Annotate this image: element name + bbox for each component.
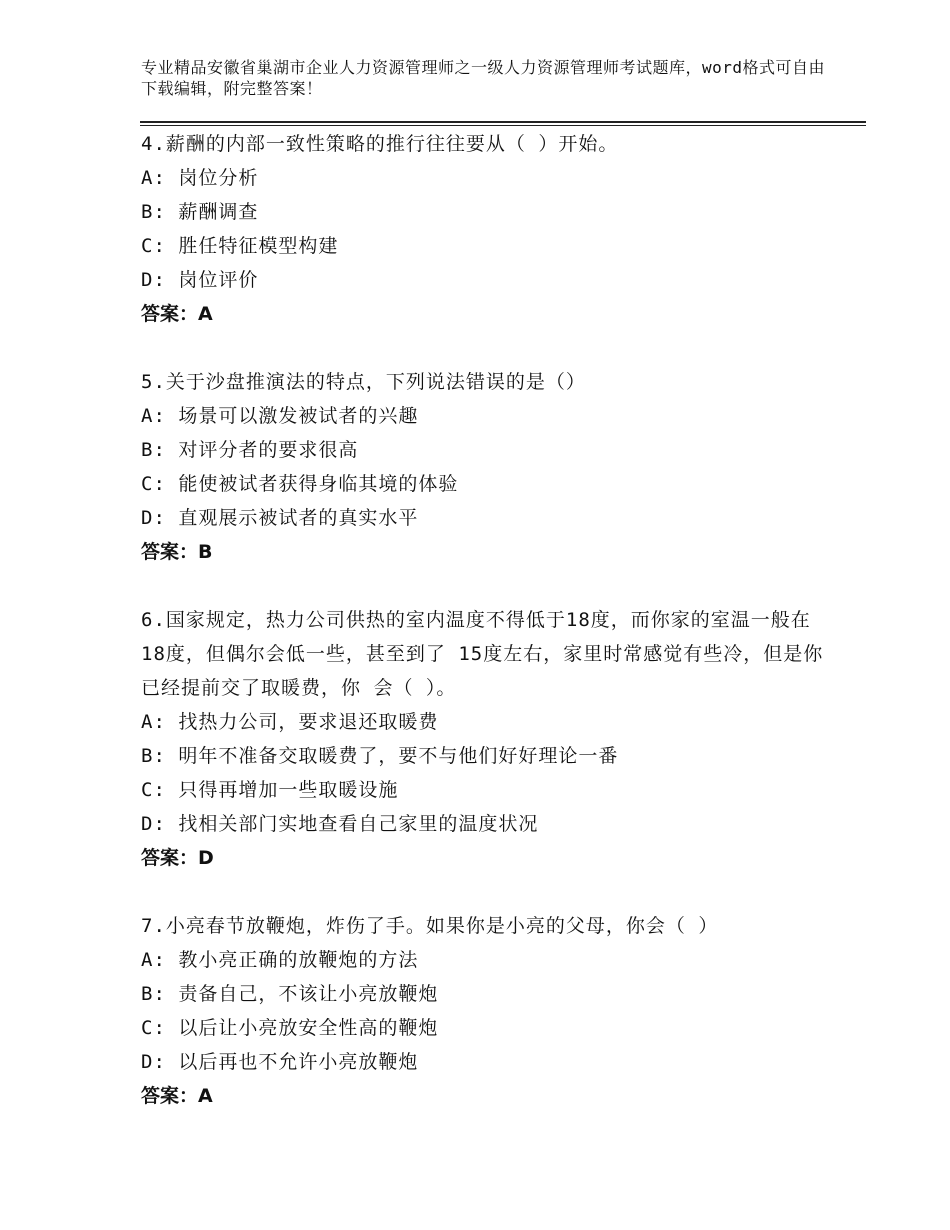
- option-d: D: 直观展示被试者的真实水平: [141, 507, 419, 529]
- question-text: 6.国家规定，热力公司供热的室内温度不得低于18度，而你家的室温一般在18度，但偶尔会低一些，甚至到了 15度左右，家里时常感觉有些冷，但是你已经提前交了取暖费，你 会（ ）。: [141, 609, 824, 699]
- option-d: D: 找相关部门实地查看自己家里的温度状况: [141, 813, 539, 835]
- header-divider-thin: [140, 125, 866, 126]
- question-text: 4.薪酬的内部一致性策略的推行往往要从（ ）开始。: [141, 133, 619, 155]
- question-5: [141, 365, 831, 569]
- question-4: [141, 127, 831, 331]
- option-d: D: 以后再也不允许小亮放鞭炮: [141, 1051, 419, 1073]
- option-a: A: 教小亮正确的放鞭炮的方法: [141, 949, 419, 971]
- question-list: [141, 127, 831, 1147]
- answer-label: 答案：B: [141, 541, 213, 563]
- option-a: A: 找热力公司，要求退还取暖费: [141, 711, 439, 733]
- option-c: C: 能使被试者获得身临其境的体验: [141, 473, 459, 495]
- option-b: B: 责备自己，不该让小亮放鞭炮: [141, 983, 439, 1005]
- answer-label: 答案：A: [141, 303, 213, 325]
- option-b: B: 明年不准备交取暖费了，要不与他们好好理论一番: [141, 745, 619, 767]
- option-b: B: 薪酬调查: [141, 201, 259, 223]
- option-b: B: 对评分者的要求很高: [141, 439, 359, 461]
- question-text: 5.关于沙盘推演法的特点，下列说法错误的是（）: [141, 371, 586, 393]
- option-c: C: 胜任特征模型构建: [141, 235, 339, 257]
- option-c: C: 以后让小亮放安全性高的鞭炮: [141, 1017, 439, 1039]
- option-d: D: 岗位评价: [141, 269, 259, 291]
- question-6: [141, 603, 831, 875]
- option-a: A: 岗位分析: [141, 167, 259, 189]
- answer-label: 答案：A: [141, 1085, 213, 1107]
- question-7: [141, 909, 831, 1113]
- answer-label: 答案：D: [141, 847, 214, 869]
- option-c: C: 只得再增加一些取暖设施: [141, 779, 399, 801]
- document-header: 专业精品安徽省巢湖市企业人力资源管理师之一级人力资源管理师考试题库，word格式可自由下载编辑，附完整答案！: [141, 58, 826, 98]
- question-text: 7.小亮春节放鞭炮，炸伤了手。如果你是小亮的父母，你会（ ）: [141, 915, 719, 937]
- option-a: A: 场景可以激发被试者的兴趣: [141, 405, 419, 427]
- header-divider-thick: [140, 121, 866, 123]
